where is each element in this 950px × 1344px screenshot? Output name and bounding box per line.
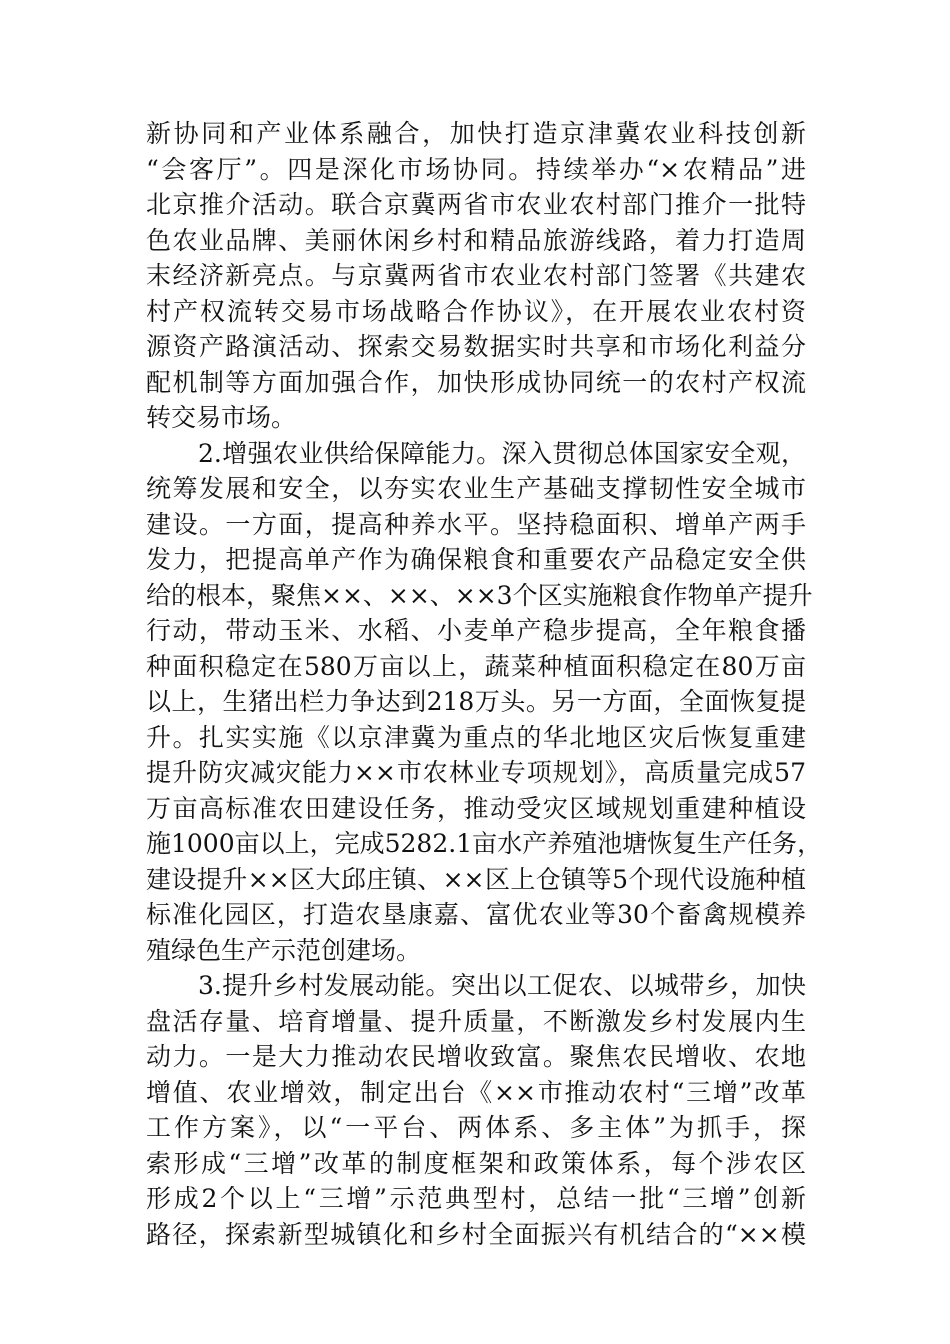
text-line: 配机制等方面加强合作，加快形成协同统一的农村产权流 bbox=[146, 367, 806, 397]
text-line: 源资产路演活动、探索交易数据实时共享和市场化利益分 bbox=[146, 332, 806, 361]
text-line: 建设提升××区大邱庄镇、××区上仓镇等5个现代设施种植 bbox=[146, 864, 806, 894]
text-line: 末经济新亮点。与京冀两省市农业农村部门签署《共建农 bbox=[146, 261, 806, 290]
text-line: 种面积稳定在580万亩以上，蔬菜种植面积稳定在80万亩 bbox=[146, 651, 806, 681]
text-line: 建设。一方面，提高种养水平。坚持稳面积、增单产两手 bbox=[146, 509, 806, 539]
text-line: 2.增强农业供给保障能力。深入贯彻总体国家安全观， bbox=[198, 438, 806, 468]
text-line: 工作方案》，以“一平台、两体系、多主体”为抓手，探 bbox=[146, 1113, 806, 1142]
document-body bbox=[146, 116, 823, 1252]
text-line: 动力。一是大力推动农民增收致富。聚焦农民增收、农地 bbox=[146, 1042, 806, 1071]
text-line: “会客厅”。四是深化市场协同。持续举办“×农精品”进 bbox=[146, 154, 806, 184]
text-line: 形成2个以上“三增”示范典型村，总结一批“三增”创新 bbox=[146, 1184, 806, 1213]
text-line: 北京推介活动。联合京冀两省市农业农村部门推介一批特 bbox=[146, 190, 806, 219]
text-line: 增值、农业增效，制定出台《××市推动农村“三增”改革 bbox=[146, 1077, 806, 1107]
text-line: 万亩高标准农田建设任务，推动受灾区域规划重建种植设 bbox=[146, 793, 806, 823]
text-line: 盘活存量、培育增量、提升质量，不断激发乡村发展内生 bbox=[146, 1006, 806, 1036]
text-line: 转交易市场。 bbox=[146, 403, 297, 432]
paragraph-2 bbox=[146, 436, 823, 969]
text-line: 提升防灾减灾能力××市农林业专项规划》，高质量完成57 bbox=[146, 758, 806, 787]
text-line: 发力，把提高单产作为确保粮食和重要农产品稳定安全供 bbox=[146, 545, 806, 574]
text-line: 统筹发展和安全，以夯实农业生产基础支撑韧性安全城市 bbox=[146, 474, 806, 503]
text-line: 村产权流转交易市场战略合作协议》，在开展农业农村资 bbox=[146, 296, 806, 326]
text-line: 路径，探索新型城镇化和乡村全面振兴有机结合的“××模 bbox=[146, 1219, 806, 1249]
text-line: 行动，带动玉米、水稻、小麦单产稳步提高，全年粮食播 bbox=[146, 616, 806, 645]
text-line: 新协同和产业体系融合，加快打造京津冀农业科技创新 bbox=[146, 119, 806, 148]
text-line: 施1000亩以上，完成5282.1亩水产养殖池塘恢复生产任务， bbox=[146, 829, 823, 858]
text-line: 索形成“三增”改革的制度框架和政策体系，每个涉农区 bbox=[146, 1148, 806, 1178]
text-line: 色农业品牌、美丽休闲乡村和精品旅游线路，着力打造周 bbox=[146, 225, 806, 255]
text-line: 3.提升乡村发展动能。突出以工促农、以城带乡，加快 bbox=[198, 971, 806, 1000]
text-line: 标准化园区，打造农垦康嘉、富优农业等30个畜禽规模养 bbox=[146, 900, 806, 929]
text-line: 给的根本，聚焦××、××、××3个区实施粮食作物单产提升 bbox=[146, 580, 813, 610]
text-line: 以上，生猪出栏力争达到218万头。另一方面，全面恢复提 bbox=[146, 687, 806, 716]
paragraph-1 bbox=[146, 116, 806, 436]
text-line: 升。扎实实施《以京津冀为重点的华北地区灾后恢复重建 bbox=[146, 722, 806, 752]
paragraph-3 bbox=[146, 968, 806, 1252]
text-line: 殖绿色生产示范创建场。 bbox=[146, 935, 422, 965]
